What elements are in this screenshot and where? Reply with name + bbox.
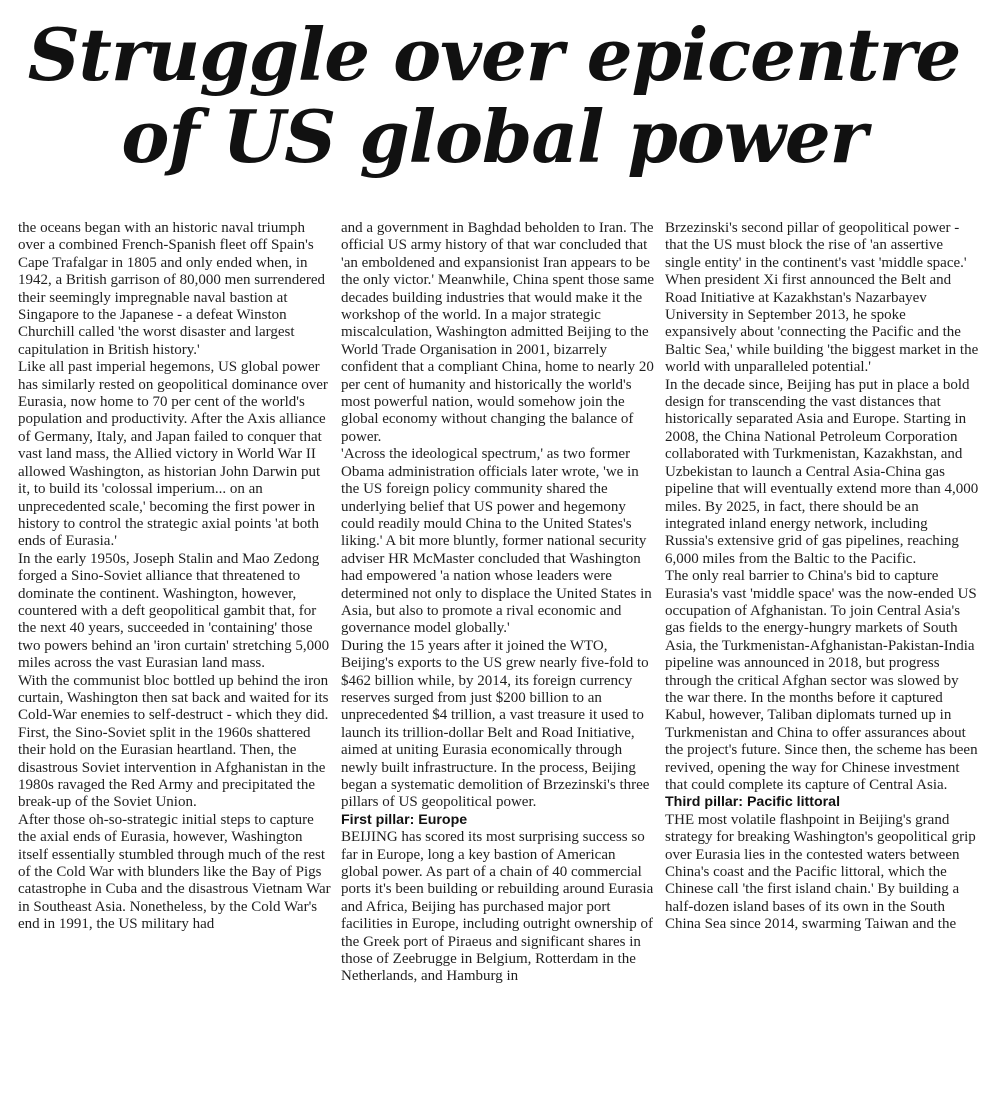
paragraph: and a government in Baghdad beholden to Iran. The official US army history of that war concluded that 'an emboldened and expansionist Iran appears to be the only victor.' Meanwhile, China spent those same decades building industries that would make it the workshop of the world. In a major strategic miscalculation, Washington admitted Beijing to the World Trade Organisation in 2001, bizarrely confident that a compliant China, home to nearly 20 per cent of humanity and historically the world's most powerful nation, would somehow join the global economy without changing the balance of power.: [341, 220, 655, 445]
paragraph: In the early 1950s, Joseph Stalin and Mao Zedong forged a Sino-Soviet alliance that threatened to dominate the continent. Washington, however, countered with a deft geopolitical gambit that, for the next 40 years, succeeded in 'containing' those two powers behind an 'iron curtain' stretching 5,000 miles across the vast Eurasian land mass.: [18, 550, 330, 672]
paragraph: Brzezinski's second pillar of geopolitical power - that the US must block the rise of 'an assertive single entity' in the continent's vast 'middle space.' When president Xi first announced the Belt and Road Initiative at Kazakhstan's Nazarbayev University in September 2013, he spoke expansively about 'connecting the Pacific and the Baltic Sea,' while building 'the biggest market in the world with unparalleled potential.': [665, 220, 979, 376]
section-heading: Third pillar: Pacific littoral: [665, 794, 841, 811]
paragraph: BEIJING has scored its most surprising success so far in Europe, long a key bastion of American global power. As part of a chain of 40 commercial ports it's been building or rebuilding around Eurasia and Africa, Beijing has purchased major port facilities in Europe, including outright ownership of the Greek port of Piraeus and significant shares in those of Zeebrugge in Belgium, Rotterdam in the Netherlands, and Hamburg in: [341, 829, 654, 985]
paragraph: the oceans began with an historic naval triumph over a combined French-Spanish fleet off Spain's Cape Trafalgar in 1805 and only ended when, in 1942, a British garrison of 80,000 men surrendered their seemingly impregnable naval bastion at Singapore to the Japanese - a defeat Winston Churchill called 'the worst disaster and largest capitulation in British history.': [18, 220, 326, 358]
paragraph: In the decade since, Beijing has put in place a bold design for transcending the vast distances that historically separated Asia and Europe. Starting in 2008, the China National Petroleum Corporation collaborated with Turkmenistan, Kazakhstan, and Uzbekistan to launch a Central Asia-China gas pipeline that will eventually extend more than 4,000 miles. By 2025, in fact, there should be an integrated inland energy network, including Russia's extensive grid of gas pipelines, reaching 6,000 miles from the Baltic to the Pacific.: [665, 376, 979, 567]
paragraph: With the communist bloc bottled up behind the iron curtain, Washington then sat back and waited for its Cold-War enemies to self-destruct - which they did. First, the Sino-Soviet split in the 1960s shattered their hold on the Eurasian heartland. Then, the disastrous Soviet intervention in Afghanistan in the 1980s ravaged the Red Army and precipitated the break-up of the Soviet Union.: [18, 672, 329, 811]
article-column-1: [18, 220, 332, 1090]
headline-line-1: Struggle over epicentre: [27, 12, 961, 97]
paragraph: Like all past imperial hegemons, US global power has similarly rested on geopolitical dominance over Eurasia, now home to 70 per cent of the world's population and productivity. After the Axis alliance of Germany, Italy, and Japan failed to conquer that vast land mass, the Allied victory in World War II allowed Washington, as historian John Darwin put it, to build its 'colossal imperium... on an unprecedented scale,' becoming the first power in history to control the strategic axial points 'at both ends of Eurasia.': [18, 359, 328, 550]
section-heading: First pillar: Europe: [341, 811, 468, 828]
paragraph: The only real barrier to China's bid to capture Eurasia's vast 'middle space' was the now-ended US occupation of Afghanistan. To join Central Asia's gas fields to the energy-hungry markets of South Asia, the Turkmenistan-Afghanistan-Pakistan-India pipeline was announced in 2018, but progress through the critical Afghan sector was slowed by the war there. In the months before it captured Kabul, however, Taliban diplomats turned up in Turkmenistan and China to offer assurances about the project's future. Since then, the scheme has been revived, opening the way for Chinese investment that could complete its capture of Central Asia.: [665, 568, 978, 793]
headline-line-2: of US global power: [121, 94, 867, 179]
headline: [0, 14, 988, 178]
paragraph: During the 15 years after it joined the WTO, Beijing's exports to the US grew nearly five-fold to $462 billion while, by 2014, its foreign currency reserves surged from just $200 billion to an unprecedented $4 trillion, a vast treasure it used to launch its trillion-dollar Belt and Road Initiative, aimed at uniting Eurasia economically through newly built infrastructure. In the process, Beijing began a systematic demolition of Brzezinski's three pillars of US geopolitical power.: [341, 637, 650, 811]
paragraph: 'Across the ideological spectrum,' as two former Obama administration officials later wrote, 'we in the US foreign policy community shared the underlying belief that US power and hegemony could readily mould China to the United States's liking.' A bit more bluntly, former national security adviser HR McMaster concluded that Washington had empowered 'a nation whose leaders were determined not only to displace the United States in Asia, but also to promote a rival economic and governance model globally.': [341, 446, 652, 637]
paragraph: THE most volatile flashpoint in Beijing's grand strategy for breaking Washington's geopolitical grip over Eurasia lies in the contested waters between China's coast and the Pacific littoral, which the Chinese call 'the first island chain.' By building a half-dozen island bases of its own in the South China Sea since 2014, swarming Taiwan and the: [665, 811, 976, 933]
paragraph: After those oh-so-strategic initial steps to capture the axial ends of Eurasia, however, Washington itself essentially stumbled through much of the rest of the Cold War with blunders like the Bay of Pigs catastrophe in Cuba and the disastrous Vietnam War in Southeast Asia. Nonetheless, by the Cold War's end in 1991, the US military had: [18, 811, 331, 933]
article-column-2: [341, 220, 655, 1090]
article-column-3: [665, 220, 979, 1090]
